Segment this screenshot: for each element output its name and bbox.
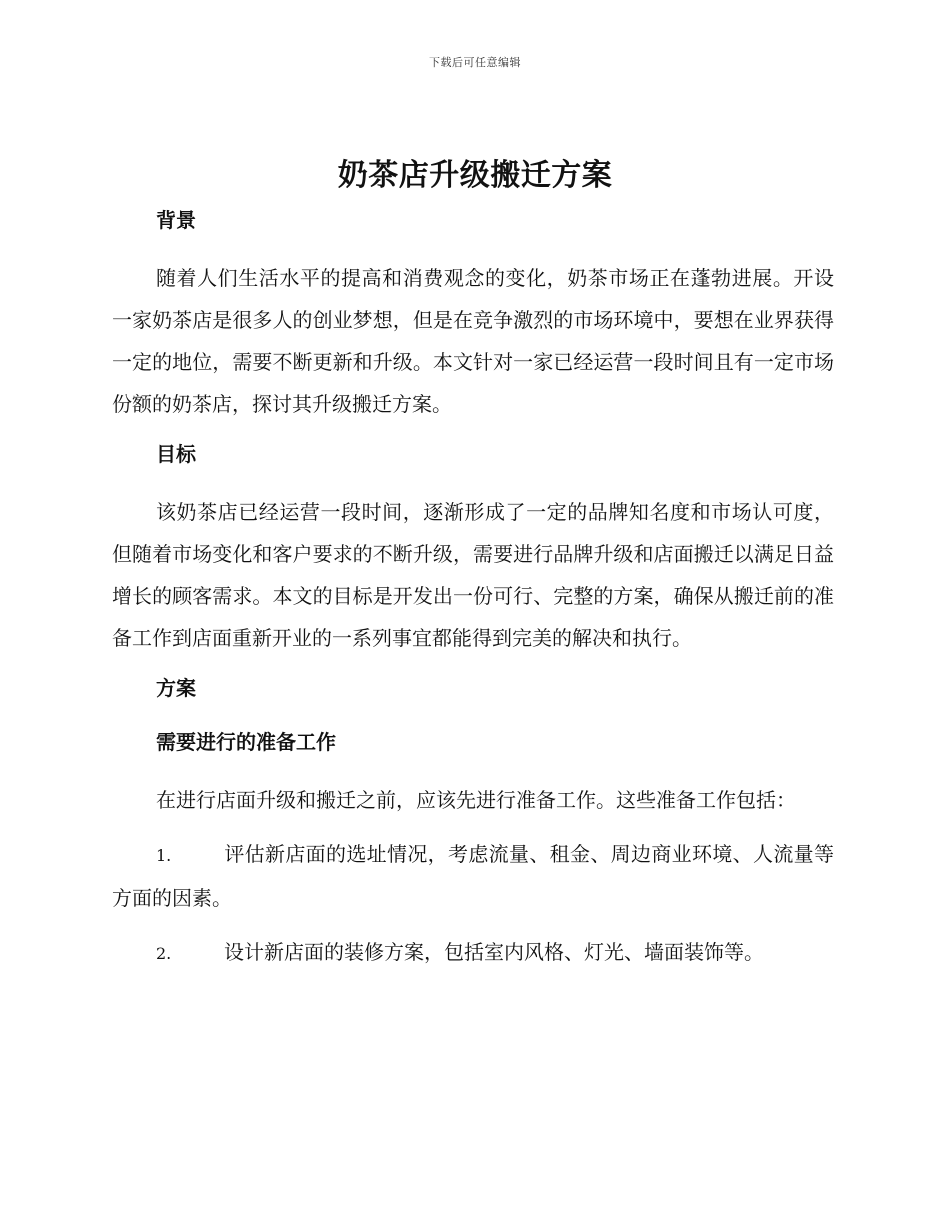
section-heading-goal: 目标 bbox=[156, 442, 196, 466]
paragraph-preparation: 在进行店面升级和搬迁之前，应该先进行准备工作。这些准备工作包括： bbox=[156, 788, 796, 812]
section-heading-preparation: 需要进行的准备工作 bbox=[156, 730, 336, 754]
document-title: 奶茶店升级搬迁方案 bbox=[337, 158, 613, 193]
list-item-number: 1. bbox=[156, 846, 172, 865]
list-item-number: 2. bbox=[156, 944, 172, 963]
list-item-text: 设计新店面的装修方案，包括室内风格、灯光、墙面装饰等。 bbox=[224, 940, 764, 964]
list-item-text: 评估新店面的选址情况，考虑流量、租金、周边商业环境、人流量等方面的因素。 bbox=[112, 842, 834, 910]
list-item bbox=[112, 833, 834, 919]
section-heading-plan: 方案 bbox=[156, 676, 196, 700]
list-item bbox=[112, 931, 834, 975]
paragraph-goal: 该奶茶店已经运营一段时间，逐渐形成了一定的品牌知名度和市场认可度，但随着市场变化和客户要求的不断升级，需要进行品牌升级和店面搬迁以满足日益增长的顾客需求。本文的目标是开发出一份可行、完整的方案，确保从搬迁前的准备工作到店面重新开业的一系列事宜都能得到完美的解决和执行。 bbox=[112, 500, 834, 650]
document-body bbox=[112, 203, 834, 987]
paragraph-background: 随着人们生活水平的提高和消费观念的变化，奶茶市场正在蓬勃进展。开设一家奶茶店是很多人的创业梦想，但是在竞争激烈的市场环境中，要想在业界获得一定的地位，需要不断更新和升级。本文针对一家已经运营一段时间且有一定市场份额的奶茶店，探讨其升级搬迁方案。 bbox=[112, 266, 834, 416]
header-note: 下载后可任意编辑 bbox=[429, 56, 521, 69]
section-heading-background: 背景 bbox=[156, 208, 196, 232]
